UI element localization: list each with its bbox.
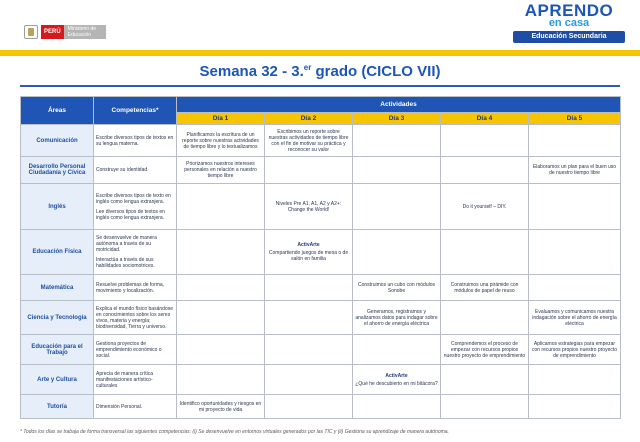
activity-cell	[529, 275, 621, 301]
header-competencias: Competencias*	[94, 97, 177, 125]
competencia-cell	[94, 230, 177, 275]
activity-cell: Niveles Pre A1, A1, A2 y A2+: Change the World!	[265, 184, 353, 230]
activity-cell	[177, 230, 265, 275]
activity-cell	[353, 125, 441, 157]
activity-cell: Construimos un cubo con módulos Sonobe	[353, 275, 441, 301]
competencia-text: Interactúa a través de sus habilidades sociomotrices.	[96, 257, 155, 269]
activity-cell	[441, 125, 529, 157]
competencia-cell: Resuelve problemas de forma, movimiento y localización.	[94, 275, 177, 301]
competencia-text: Se desenvuelve de manera autónoma a través de su motricidad.	[96, 235, 157, 253]
activity-cell	[441, 230, 529, 275]
activity-cell	[353, 157, 441, 184]
competencia-cell: Dimensión Personal.	[94, 395, 177, 419]
activity-cell	[529, 365, 621, 395]
competencia-cell: Aprecia de manera crítica manifestaciones artístico-culturales	[94, 365, 177, 395]
header	[0, 0, 640, 55]
ministry-label: Ministerio de Educación	[64, 25, 106, 39]
area-cell: Desarrollo Personal Ciudadanía y Cívica	[21, 157, 94, 184]
page-title-sup: er	[303, 63, 312, 72]
page-title	[0, 63, 640, 80]
brand-title: APRENDO	[524, 1, 614, 20]
footnote: * Todos los días se trabaja de forma transversal las siguientes competencias: (i) Se desenvuelve en entornos virtuales generados por las TIC y (ii) Gestiona su aprendizaje de manera autónoma.	[20, 429, 449, 435]
activity-cell	[529, 184, 621, 230]
activity-cell	[353, 335, 441, 365]
activity-cell	[353, 365, 441, 395]
activity-cell	[265, 301, 353, 335]
activity-cell: Aplicamos estrategias para empezar con recursos propios nuestro proyecto de emprendimiento	[529, 335, 621, 365]
table-row	[21, 335, 621, 365]
area-cell: Arte y Cultura	[21, 365, 94, 395]
activity-cell	[265, 395, 353, 419]
header-day-3: Día 3	[353, 113, 441, 125]
activity-cell	[441, 301, 529, 335]
table-row	[21, 184, 621, 230]
activity-cell: Planificamos la escritura de un reporte sobre nuestras actividades de tiempo libre y lo textualizamos	[177, 125, 265, 157]
area-cell: Tutoría	[21, 395, 94, 419]
table-row	[21, 365, 621, 395]
page-title-main: Semana 32 - 3.	[199, 63, 304, 80]
activity-cell: Elaboramos un plan para el buen uso de nuestro tiempo libre	[529, 157, 621, 184]
activity-cell	[177, 335, 265, 365]
activity-cell: Comprendemos el proceso de empezar con recursos propios nuestro proyecto de emprendimiento	[441, 335, 529, 365]
activity-cell	[177, 275, 265, 301]
schedule-table	[20, 96, 621, 419]
activity-cell: Identifico oportunidades y riesgos en mi proyecto de vida	[177, 395, 265, 419]
activity-cell	[177, 301, 265, 335]
activity-cell: Construimos una pirámide con módulos de papel de reuso	[441, 275, 529, 301]
competencia-cell: Escribe diversos tipos de textos en su lengua materna.	[94, 125, 177, 157]
activity-title: ActivArte	[297, 242, 320, 248]
activity-cell	[441, 365, 529, 395]
coat-of-arms-icon	[24, 25, 38, 39]
competencia-cell: Explica el mundo físico basándose en conocimientos sobre los seres vivos, materia y energía; biodiversidad, Tierra y universo.	[94, 301, 177, 335]
header-divider	[0, 50, 640, 56]
competencia-cell: Construye su identidad.	[94, 157, 177, 184]
activity-cell	[353, 184, 441, 230]
aprendo-en-casa-logo	[513, 2, 625, 46]
area-cell: Educación Física	[21, 230, 94, 275]
activity-cell: Escribimos un reporte sobre nuestras actividades de tiempo libre con el fin de motivar su práctica y reconocer su valor	[265, 125, 353, 157]
activity-cell	[265, 230, 353, 275]
table-row	[21, 395, 621, 419]
header-day-4: Día 4	[441, 113, 529, 125]
activity-title: ActivArte	[385, 372, 408, 379]
page-title-rest: grado (CICLO VII)	[311, 63, 441, 80]
brand-band: Educación Secundaria	[513, 31, 625, 43]
activity-cell: Evaluamos y comunicamos nuestra indagación sobre el ahorro de energía eléctrica	[529, 301, 621, 335]
area-cell: Matemática	[21, 275, 94, 301]
brand-subtitle: en casa	[548, 17, 590, 29]
header-day-2: Día 2	[265, 113, 353, 125]
activity-cell	[177, 184, 265, 230]
activity-cell: Do it yourself – DIY.	[441, 184, 529, 230]
activity-text: Compartiendo juegos de mesa o de salón en familia	[268, 250, 349, 262]
table-row	[21, 157, 621, 184]
activity-cell: Priorizamos nuestros intereses personales en relación a nuestro tiempo libre	[177, 157, 265, 184]
competencia-text: Lee diversos tipos de textos en inglés como lengua extranjera.	[96, 208, 165, 221]
ministry-logo	[24, 25, 106, 39]
area-cell: Ciencia y Tecnología	[21, 301, 94, 335]
header-areas: Áreas	[21, 97, 94, 125]
competencia-cell	[94, 184, 177, 230]
area-cell: Inglés	[21, 184, 94, 230]
activity-cell	[265, 275, 353, 301]
activity-cell	[529, 395, 621, 419]
area-cell: Educación para el Trabajo	[21, 335, 94, 365]
header-day-5: Día 5	[529, 113, 621, 125]
activity-cell	[353, 230, 441, 275]
competencia-text: Escribe diversos tipos de texto en inglés como lengua extranjera.	[96, 192, 171, 205]
activity-cell	[529, 125, 621, 157]
activity-cell	[353, 395, 441, 419]
competencia-cell: Gestiona proyectos de emprendimiento económico o social.	[94, 335, 177, 365]
header-day-1: Día 1	[177, 113, 265, 125]
activity-cell	[529, 230, 621, 275]
area-cell: Comunicación	[21, 125, 94, 157]
header-actividades: Actividades	[177, 97, 621, 113]
title-rule	[20, 85, 620, 87]
activity-text: ¿Qué he descubierto en mi bitácora?	[355, 380, 438, 387]
table-row	[21, 125, 621, 157]
activity-cell	[265, 365, 353, 395]
table-row	[21, 230, 621, 275]
table-row	[21, 275, 621, 301]
activity-cell	[265, 335, 353, 365]
activity-cell: Generamos, registramos y analizamos datos para indagar sobre el ahorro de energía eléctrica	[353, 301, 441, 335]
activity-cell	[265, 157, 353, 184]
activity-cell	[441, 157, 529, 184]
peru-label: PERÚ	[41, 25, 64, 39]
activity-cell	[177, 365, 265, 395]
activity-cell	[441, 395, 529, 419]
table-row	[21, 301, 621, 335]
